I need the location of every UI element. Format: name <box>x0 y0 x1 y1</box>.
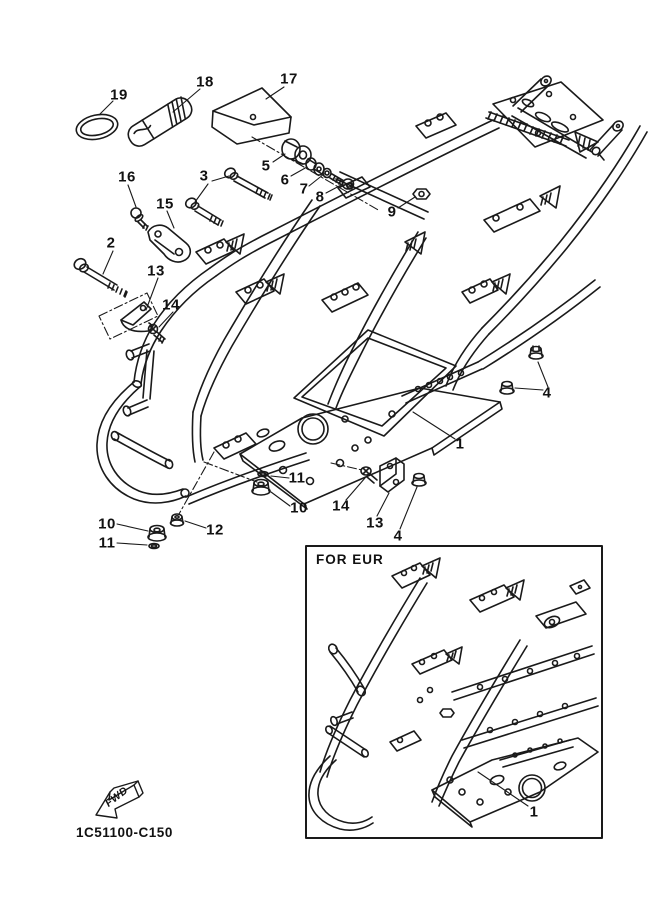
part-nut-4a <box>529 346 543 359</box>
part-grommet-10l <box>148 526 166 542</box>
callout-9: 9 <box>387 203 397 221</box>
callout-16: 16 <box>118 168 136 186</box>
callout-14-lower: 14 <box>332 497 350 515</box>
part-bolt-2 <box>72 257 127 297</box>
callout-12: 12 <box>206 521 224 539</box>
callout-10-left: 10 <box>98 515 116 533</box>
callout-5: 5 <box>261 157 271 175</box>
inset-title: FOR EUR <box>316 552 384 567</box>
callout-2: 2 <box>106 234 116 252</box>
frame-main <box>97 74 647 509</box>
part-bolt-3b <box>184 196 223 226</box>
callout-4-lower: 4 <box>393 527 403 545</box>
callout-13-lower: 13 <box>366 514 384 532</box>
part-nut-9 <box>413 189 430 199</box>
callout-3: 3 <box>199 167 209 185</box>
part-pouch-17 <box>212 88 291 144</box>
callout-7: 7 <box>299 180 309 198</box>
part-nut-4c <box>412 474 426 487</box>
fwd-arrow-label: FWD <box>103 784 131 810</box>
callout-11-right: 11 <box>288 469 306 487</box>
callout-14-upper: 14 <box>162 296 180 314</box>
part-washer-7 <box>323 169 331 178</box>
callout-1-eur: 1 <box>529 803 539 821</box>
callout-18: 18 <box>196 73 214 91</box>
callout-8: 8 <box>315 188 325 206</box>
callout-10-right: 10 <box>290 499 308 517</box>
part-grommet-10r <box>252 480 270 496</box>
frame-eur <box>309 558 598 830</box>
part-bracket-15 <box>148 225 190 262</box>
callout-17: 17 <box>280 70 298 88</box>
callout-6: 6 <box>280 171 290 189</box>
part-bracket-13b <box>380 458 404 492</box>
callout-11-left: 11 <box>98 534 116 552</box>
drawing-code: 1C51100-C150 <box>76 825 173 840</box>
centerlines <box>99 137 380 514</box>
part-bolt-14a <box>149 325 166 344</box>
callout-4-right: 4 <box>542 384 552 402</box>
part-nut-4b <box>500 382 514 395</box>
callout-19: 19 <box>110 86 128 104</box>
part-grommet-12 <box>171 514 184 526</box>
callout-1-main: 1 <box>455 435 465 453</box>
callout-15: 15 <box>156 195 174 213</box>
part-washer-11l <box>149 544 159 549</box>
part-oring-19 <box>74 111 120 143</box>
callout-13-upper: 13 <box>147 262 165 280</box>
part-bolt-16 <box>131 208 148 230</box>
